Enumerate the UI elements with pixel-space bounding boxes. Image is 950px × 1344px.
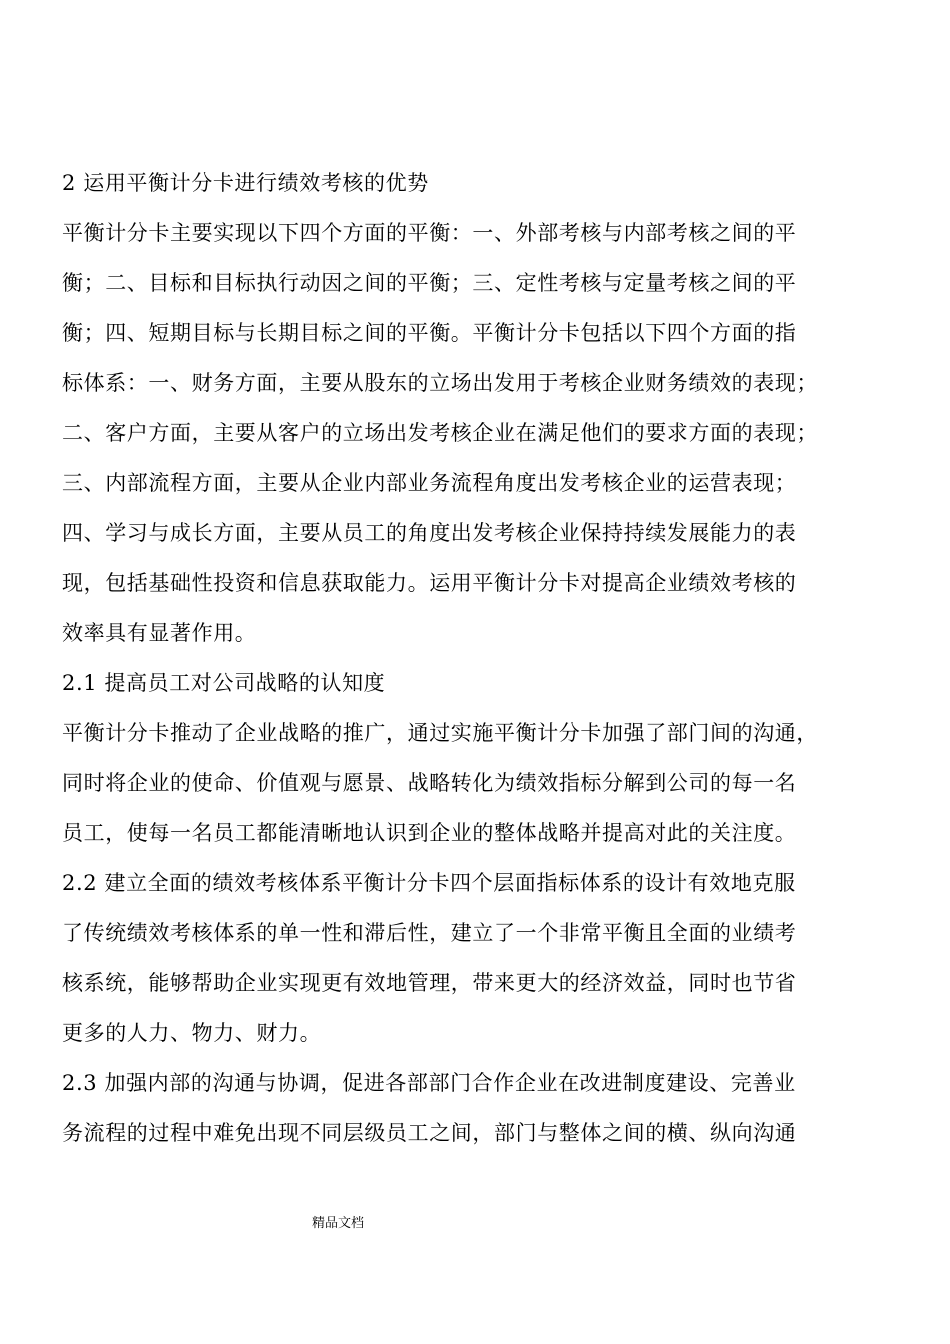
page-footer: 精品文档	[312, 1216, 365, 1231]
text-line: 同时将企业的使命、价值观与愿景、战略转化为绩效指标分解到公司的每一名	[62, 771, 797, 795]
text-line: 务流程的过程中难免出现不同层级员工之间，部门与整体之间的横、纵向沟通	[62, 1121, 797, 1145]
text-line: 员工，使每一名员工都能清晰地认识到企业的整体战略并提高对此的关注度。	[62, 821, 797, 845]
text-line: 更多的人力、物力、财力。	[62, 1021, 322, 1045]
text-line: 平衡计分卡推动了企业战略的推广，通过实施平衡计分卡加强了部门间的沟通，	[62, 721, 818, 745]
text-line: 衡；四、短期目标与长期目标之间的平衡。平衡计分卡包括以下四个方面的指	[62, 321, 797, 345]
text-line: 效率具有显著作用。	[62, 621, 257, 645]
section-heading-2: 2 运用平衡计分卡进行绩效考核的优势	[62, 171, 429, 195]
text-line: 现，包括基础性投资和信息获取能力。运用平衡计分卡对提高企业绩效考核的	[62, 571, 797, 595]
text-line: 标体系：一、财务方面，主要从股东的立场出发用于考核企业财务绩效的表现；	[62, 371, 818, 395]
section-heading-2-1: 2.1 提高员工对公司战略的认知度	[62, 671, 386, 695]
section-heading-2-2: 2.2 建立全面的绩效考核体系平衡计分卡四个层面指标体系的设计有效地克服	[62, 871, 796, 895]
text-line: 三、内部流程方面，主要从企业内部业务流程角度出发考核企业的运营表现；	[62, 471, 797, 495]
section-heading-2-3: 2.3 加强内部的沟通与协调，促进各部部门合作企业在改进制度建设、完善业	[62, 1071, 796, 1095]
text-line: 四、学习与成长方面，主要从员工的角度出发考核企业保持持续发展能力的表	[62, 521, 797, 545]
text-line: 衡；二、目标和目标执行动因之间的平衡；三、定性考核与定量考核之间的平	[62, 271, 797, 295]
text-line: 二、客户方面，主要从客户的立场出发考核企业在满足他们的要求方面的表现；	[62, 421, 818, 445]
text-line: 了传统绩效考核体系的单一性和滞后性，建立了一个非常平衡且全面的业绩考	[62, 921, 797, 945]
text-line: 平衡计分卡主要实现以下四个方面的平衡：一、外部考核与内部考核之间的平	[62, 221, 797, 245]
text-line: 核系统，能够帮助企业实现更有效地管理，带来更大的经济效益，同时也节省	[62, 971, 797, 995]
